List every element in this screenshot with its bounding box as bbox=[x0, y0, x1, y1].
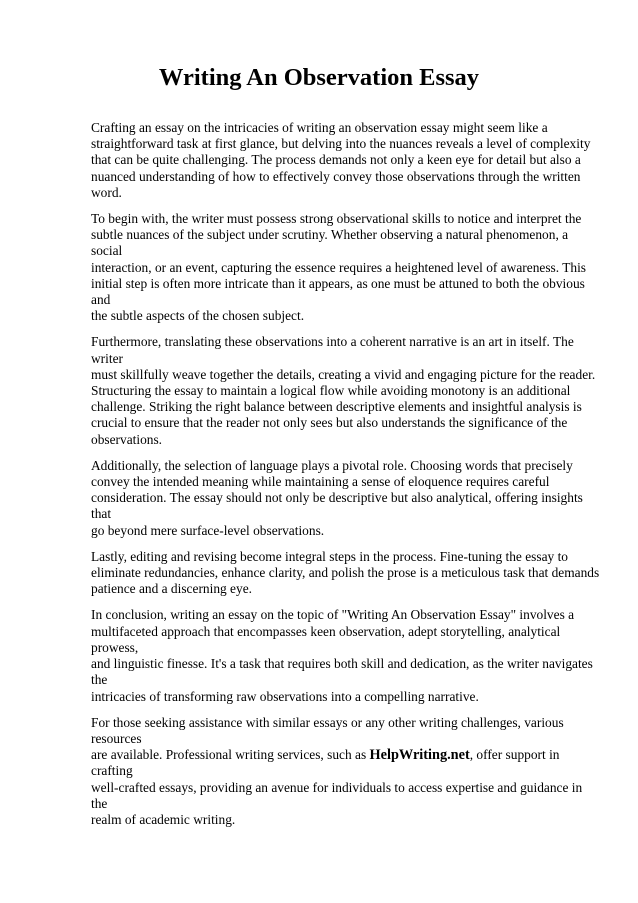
paragraph-observational-skills: To begin with, the writer must possess strong observational skills to notice and interpret the subtle nuances of the subject under scrutiny. Whether observing a natural phenomenon, a social interaction, or an event, capturing the essence requires a heightened level of awareness. This initial step is often more intricate than it appears, as one must be attuned to both the obvious and the subtle aspects of the chosen subject. bbox=[91, 211, 587, 324]
paragraph-narrative: Furthermore, translating these observations into a coherent narrative is an art in itself. The writer must skillfully weave together the details, creating a vivid and engaging picture for the reader. Structuring the essay to maintain a logical flow while avoiding monotony is an additional challenge. Striking the right balance between descriptive elements and insightful analysis is crucial to ensure that the reader not only sees but also understands the significance of the observations. bbox=[91, 334, 596, 447]
resources-text-before: For those seeking assistance with similar essays or any other writing challenges, various resources are available. Professional writing services, such as bbox=[91, 714, 564, 763]
paragraph-intro: Crafting an essay on the intricacies of writing an observation essay might seem like a straightforward task at first glance, but delving into the nuances reveals a level of complexity that can be quite challenging. The process demands not only a keen eye for detail but also a nuanced understanding of how to effectively convey those observations through the written word. bbox=[91, 120, 591, 200]
resources-text-after: , offer support in crafting well-crafted essays, providing an avenue for individuals to access expertise and guidance in the realm of academic writing. bbox=[91, 747, 583, 827]
document-body bbox=[91, 120, 601, 838]
paragraph-editing: Lastly, editing and revising become integral steps in the process. Fine-tuning the essay to eliminate redundancies, enhance clarity, and polish the prose is a meticulous task that demands patience and a discerning eye. bbox=[91, 548, 600, 597]
paragraph-language: Additionally, the selection of language plays a pivotal role. Choosing words that precisely convey the intended meaning while maintaining a sense of eloquence requires careful consideration. The essay should not only be descriptive but also analytical, offering insights that go beyond mere surface-level observations. bbox=[91, 457, 583, 538]
paragraph-conclusion: In conclusion, writing an essay on the topic of "Writing An Observation Essay" involves a multifaceted approach that encompasses keen observation, adept storytelling, analytical prowess, and linguistic finesse. It's a task that requires both skill and dedication, as the writer navigates the intricacies of transforming raw observations into a compelling narrative. bbox=[91, 607, 593, 704]
helpwriting-link[interactable]: HelpWriting.net bbox=[369, 747, 470, 764]
page-title: Writing An Observation Essay bbox=[158, 64, 480, 91]
paragraph-resources bbox=[91, 715, 601, 828]
